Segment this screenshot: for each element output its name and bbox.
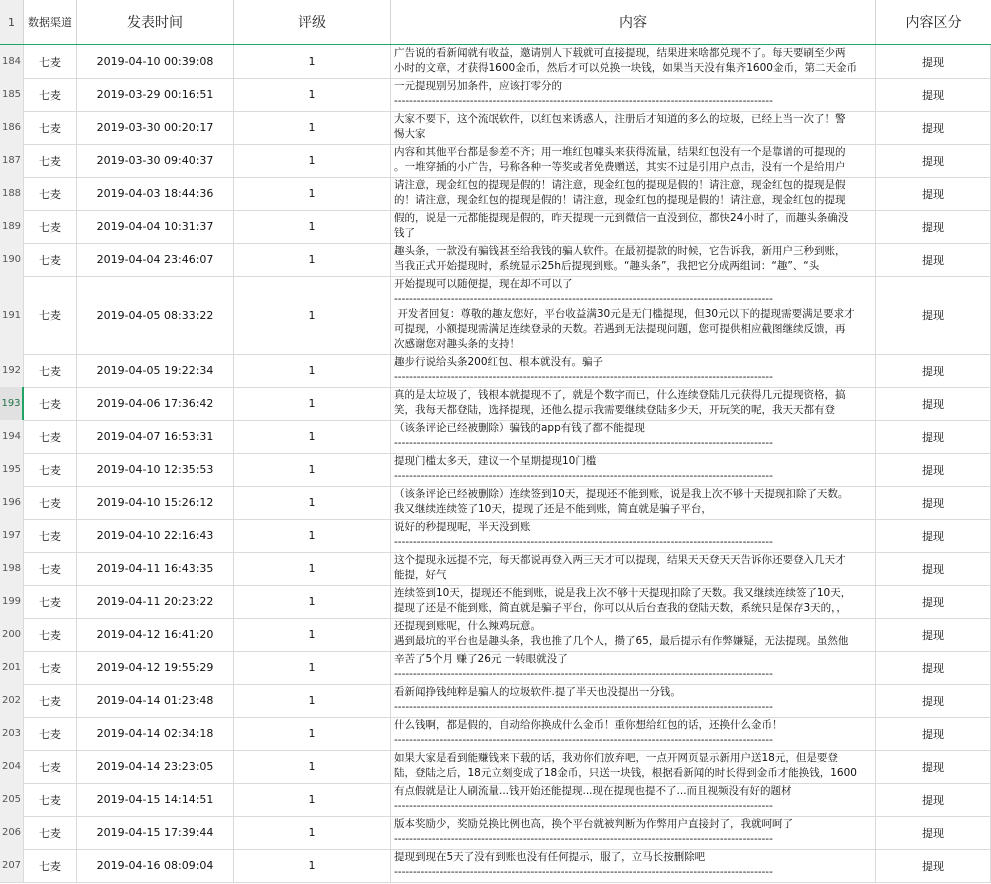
grade-cell[interactable]: 1: [234, 45, 391, 78]
channel-cell[interactable]: 七麦: [24, 78, 77, 111]
row-number-cell[interactable]: 195: [0, 453, 24, 486]
channel-cell[interactable]: 七麦: [24, 210, 77, 243]
type-cell[interactable]: 提现: [876, 519, 991, 552]
grade-cell[interactable]: 1: [234, 618, 391, 651]
content-cell[interactable]: 如果大家是看到能赚钱来下载的话，我劝你们放弃吧，一点开网页显示新用户送18元，但是要登 陆，登陆之后，18元立刻变成了18金币，只送一块钱，根据看新闻的时长得到金币才能换钱，1600: [391, 750, 876, 783]
table-row[interactable]: [0, 276, 991, 355]
channel-cell[interactable]: 七麦: [24, 519, 77, 552]
type-cell[interactable]: 提现: [876, 783, 991, 816]
table-row[interactable]: [0, 111, 991, 145]
header-grade[interactable]: 评级: [234, 0, 391, 44]
grade-cell[interactable]: 1: [234, 651, 391, 684]
content-cell[interactable]: 提现到现在5天了没有到账也没有任何提示，服了，立马长按删除吧 ----------------------------------------------------------------------------------------------------: [391, 849, 876, 882]
channel-cell[interactable]: 七麦: [24, 717, 77, 750]
time-cell[interactable]: 2019-04-10 12:35:53: [77, 453, 234, 486]
grade-cell[interactable]: 1: [234, 243, 391, 276]
row-number-cell[interactable]: 185: [0, 78, 24, 111]
header-content[interactable]: 内容: [391, 0, 876, 44]
content-cell[interactable]: 假的，说是一元都能提现是假的，昨天提现一元到微信一直没到位，都快24小时了，而趣头条确没 钱了: [391, 210, 876, 243]
grade-cell[interactable]: 1: [234, 78, 391, 111]
type-cell[interactable]: 提现: [876, 354, 991, 387]
row-number-cell[interactable]: 199: [0, 585, 24, 618]
table-row[interactable]: [0, 585, 991, 619]
channel-cell[interactable]: 七麦: [24, 585, 77, 618]
type-cell[interactable]: 提现: [876, 111, 991, 144]
table-row[interactable]: [0, 486, 991, 520]
table-row[interactable]: [0, 717, 991, 751]
table-row[interactable]: [0, 849, 991, 883]
grade-cell[interactable]: 1: [234, 684, 391, 717]
channel-cell[interactable]: 七麦: [24, 750, 77, 783]
table-row[interactable]: [0, 45, 991, 79]
content-cell[interactable]: 辛苦了5个月 赚了26元 一转眼就没了 ----------------------------------------------------------------------------------------------------: [391, 651, 876, 684]
content-cell[interactable]: 内容和其他平台都是参差不齐；用一堆红包噱头来获得流量，结果红包没有一个是靠谱的可提现的 。一堆穿插的小广告，号称各种一等奖或者免费赠送，其实不过是引用户点击，没有一个是给用户: [391, 144, 876, 177]
time-cell[interactable]: 2019-04-12 19:55:29: [77, 651, 234, 684]
type-cell[interactable]: 提现: [876, 486, 991, 519]
channel-cell[interactable]: 七麦: [24, 684, 77, 717]
table-row[interactable]: [0, 453, 991, 487]
type-cell[interactable]: 提现: [876, 387, 991, 420]
type-cell[interactable]: 提现: [876, 849, 991, 882]
type-cell[interactable]: 提现: [876, 420, 991, 453]
channel-cell[interactable]: 七麦: [24, 276, 77, 354]
type-cell[interactable]: 提现: [876, 453, 991, 486]
type-cell[interactable]: 提现: [876, 276, 991, 354]
row-number-cell[interactable]: 207: [0, 849, 24, 882]
type-cell[interactable]: 提现: [876, 177, 991, 210]
row-number-cell[interactable]: 205: [0, 783, 24, 816]
table-row[interactable]: [0, 651, 991, 685]
row-number-cell[interactable]: 204: [0, 750, 24, 783]
channel-cell[interactable]: 七麦: [24, 486, 77, 519]
content-cell[interactable]: 趣头条，一款没有骗钱甚至给我钱的骗人软件。在最初提款的时候，它告诉我，新用户三秒到账， 当我正式开始提现时，系统显示25h后提现到账。“趣头条”，我把它分成两组词：“趣”、“头: [391, 243, 876, 276]
row-number-cell[interactable]: 202: [0, 684, 24, 717]
channel-cell[interactable]: 七麦: [24, 816, 77, 849]
time-cell[interactable]: 2019-04-05 19:22:34: [77, 354, 234, 387]
time-cell[interactable]: 2019-04-05 08:33:22: [77, 276, 234, 354]
channel-cell[interactable]: 七麦: [24, 111, 77, 144]
time-cell[interactable]: 2019-04-16 08:09:04: [77, 849, 234, 882]
grade-cell[interactable]: 1: [234, 585, 391, 618]
time-cell[interactable]: 2019-04-15 14:14:51: [77, 783, 234, 816]
type-cell[interactable]: 提现: [876, 144, 991, 177]
time-cell[interactable]: 2019-04-03 18:44:36: [77, 177, 234, 210]
row-number-cell[interactable]: 197: [0, 519, 24, 552]
table-row[interactable]: [0, 210, 991, 244]
time-cell[interactable]: 2019-04-12 16:41:20: [77, 618, 234, 651]
channel-cell[interactable]: 七麦: [24, 783, 77, 816]
grade-cell[interactable]: 1: [234, 552, 391, 585]
row-number-cell[interactable]: 187: [0, 144, 24, 177]
table-row[interactable]: [0, 420, 991, 454]
content-cell[interactable]: （该条评论已经被删除）连续签到10天，提现还不能到账，说是我上次不够十天提现扣除了天数。 我又继续连续签了10天，提现了还是不能到账，简直就是骗子平台，: [391, 486, 876, 519]
content-cell[interactable]: 提现门槛太多天，建议一个星期提现10门槛 ----------------------------------------------------------------------------------------------------: [391, 453, 876, 486]
row-number-cell[interactable]: 201: [0, 651, 24, 684]
content-cell[interactable]: 大家不要下，这个流氓软件，以红包来诱惑人，注册后才知道的多么的垃圾，已经上当一次了！警 惕大家: [391, 111, 876, 144]
row-number-cell[interactable]: 193: [0, 387, 24, 420]
row-number-cell[interactable]: 186: [0, 111, 24, 144]
time-cell[interactable]: 2019-03-29 00:16:51: [77, 78, 234, 111]
grade-cell[interactable]: 1: [234, 486, 391, 519]
type-cell[interactable]: 提现: [876, 78, 991, 111]
type-cell[interactable]: 提现: [876, 651, 991, 684]
channel-cell[interactable]: 七麦: [24, 420, 77, 453]
row-number-cell[interactable]: 184: [0, 45, 24, 78]
table-row[interactable]: [0, 816, 991, 850]
type-cell[interactable]: 提现: [876, 552, 991, 585]
grade-cell[interactable]: 1: [234, 849, 391, 882]
time-cell[interactable]: 2019-04-06 17:36:42: [77, 387, 234, 420]
type-cell[interactable]: 提现: [876, 684, 991, 717]
row-number-cell[interactable]: 196: [0, 486, 24, 519]
grade-cell[interactable]: 1: [234, 144, 391, 177]
header-channel[interactable]: 数据渠道: [24, 0, 77, 44]
table-row[interactable]: [0, 243, 991, 277]
row-number-cell[interactable]: 206: [0, 816, 24, 849]
row-number-cell[interactable]: 198: [0, 552, 24, 585]
content-cell[interactable]: 这个提现永远提不完，每天都说再登入两三天才可以提现，结果天天登天天告诉你还要登入几天才 能提，好气: [391, 552, 876, 585]
type-cell[interactable]: 提现: [876, 585, 991, 618]
type-cell[interactable]: 提现: [876, 816, 991, 849]
row-number-cell[interactable]: 191: [0, 276, 24, 354]
table-row[interactable]: [0, 354, 991, 388]
row-number-cell[interactable]: 190: [0, 243, 24, 276]
time-cell[interactable]: 2019-04-10 22:16:43: [77, 519, 234, 552]
table-row[interactable]: [0, 684, 991, 718]
channel-cell[interactable]: 七麦: [24, 45, 77, 78]
grade-cell[interactable]: 1: [234, 717, 391, 750]
time-cell[interactable]: 2019-04-10 00:39:08: [77, 45, 234, 78]
channel-cell[interactable]: 七麦: [24, 177, 77, 210]
content-cell[interactable]: 真的是太垃圾了，钱根本就提现不了，就是个数字而已，什么连续登陆几元获得几元提现资格，搞 笑，我每天都登陆，选择提现，还他么提示我需要继续登陆多少天，开玩笑的呢，我天天都有登: [391, 387, 876, 420]
time-cell[interactable]: 2019-04-04 10:31:37: [77, 210, 234, 243]
content-cell[interactable]: 版本奖励少，奖励兑换比例也高，换个平台就被判断为作弊用户直接封了，我就呵呵了 ----------------------------------------------------------------------------------------------------: [391, 816, 876, 849]
grade-cell[interactable]: 1: [234, 111, 391, 144]
row-number-cell[interactable]: 189: [0, 210, 24, 243]
time-cell[interactable]: 2019-04-14 02:34:18: [77, 717, 234, 750]
time-cell[interactable]: 2019-03-30 00:20:17: [77, 111, 234, 144]
channel-cell[interactable]: 七麦: [24, 387, 77, 420]
type-cell[interactable]: 提现: [876, 750, 991, 783]
content-cell[interactable]: 请注意，现金红包的提现是假的！请注意，现金红包的提现是假的！请注意，现金红包的提现是假 的！请注意，现金红包的提现是假的！请注意，现金红包的提现是假的！请注意，现金红包的提现: [391, 177, 876, 210]
content-cell[interactable]: 说好的秒提现呢，半天没到账 ----------------------------------------------------------------------------------------------------: [391, 519, 876, 552]
table-row[interactable]: [0, 783, 991, 817]
channel-cell[interactable]: 七麦: [24, 552, 77, 585]
table-row[interactable]: [0, 618, 991, 652]
time-cell[interactable]: 2019-04-10 15:26:12: [77, 486, 234, 519]
grade-cell[interactable]: 1: [234, 177, 391, 210]
grade-cell[interactable]: 1: [234, 783, 391, 816]
grade-cell[interactable]: 1: [234, 519, 391, 552]
content-cell[interactable]: 看新闻挣钱纯粹是骗人的垃圾软件.提了半天也没提出一分钱。 ----------------------------------------------------------------------------------------------------: [391, 684, 876, 717]
grade-cell[interactable]: 1: [234, 276, 391, 354]
channel-cell[interactable]: 七麦: [24, 453, 77, 486]
type-cell[interactable]: 提现: [876, 210, 991, 243]
table-row[interactable]: [0, 177, 991, 211]
time-cell[interactable]: 2019-04-11 20:23:22: [77, 585, 234, 618]
row-number-cell[interactable]: 194: [0, 420, 24, 453]
type-cell[interactable]: 提现: [876, 717, 991, 750]
content-cell[interactable]: 开始提现可以随便提，现在却不可以了 ---------------------------------------------------------------------------------------------------- 开发者回复：尊敬的趣友您好，平台收益满30元是无门槛提现，但30元以下的提现需要满足要求才 可提现，小额提现需满足连续登录的天数。若遇到无法提现问题，您可提供相应截图继续反馈，再 次感谢您对趣头条的支持！: [391, 276, 876, 354]
time-cell[interactable]: 2019-04-14 23:23:05: [77, 750, 234, 783]
grade-cell[interactable]: 1: [234, 816, 391, 849]
grade-cell[interactable]: 1: [234, 210, 391, 243]
time-cell[interactable]: 2019-04-14 01:23:48: [77, 684, 234, 717]
header-row: [0, 0, 991, 45]
table-row[interactable]: [0, 78, 991, 112]
time-cell[interactable]: 2019-04-11 16:43:35: [77, 552, 234, 585]
grade-cell[interactable]: 1: [234, 387, 391, 420]
type-cell[interactable]: 提现: [876, 618, 991, 651]
grade-cell[interactable]: 1: [234, 354, 391, 387]
time-cell[interactable]: 2019-04-15 17:39:44: [77, 816, 234, 849]
channel-cell[interactable]: 七麦: [24, 849, 77, 882]
table-row[interactable]: [0, 552, 991, 586]
channel-cell[interactable]: 七麦: [24, 144, 77, 177]
content-cell[interactable]: 连续签到10天，提现还不能到账，说是我上次不够十天提现扣除了天数。我又继续连续签了10天， 提现了还是不能到账，简直就是骗子平台，你可以从后台查我的登陆天数，系统只是保存3天的，，: [391, 585, 876, 618]
content-cell[interactable]: 有点假就是让人刷流量...钱开始还能提现...现在提现也提不了...而且视频没有好的题材 ----------------------------------------------------------------------------------------------------: [391, 783, 876, 816]
grade-cell[interactable]: 1: [234, 420, 391, 453]
table-row[interactable]: [0, 387, 991, 421]
type-cell[interactable]: 提现: [876, 45, 991, 78]
time-cell[interactable]: 2019-03-30 09:40:37: [77, 144, 234, 177]
table-row[interactable]: [0, 750, 991, 784]
type-cell[interactable]: 提现: [876, 243, 991, 276]
content-cell[interactable]: （该条评论已经被删除）骗钱的app有钱了都不能提现 ----------------------------------------------------------------------------------------------------: [391, 420, 876, 453]
row-number-cell[interactable]: 188: [0, 177, 24, 210]
table-row[interactable]: [0, 144, 991, 178]
channel-cell[interactable]: 七麦: [24, 618, 77, 651]
row-number-cell[interactable]: 192: [0, 354, 24, 387]
content-cell[interactable]: 广告说的看新闻就有收益，邀请别人下载就可直接提现，结果进来啥都兑现不了。每天要刷至少两 小时的文章，才获得1600金币，然后才可以兑换一块钱，如果当天没有集齐1600金币，第二天金币: [391, 45, 876, 78]
time-cell[interactable]: 2019-04-07 16:53:31: [77, 420, 234, 453]
grade-cell[interactable]: 1: [234, 750, 391, 783]
header-time[interactable]: 发表时间: [77, 0, 234, 44]
table-row[interactable]: [0, 519, 991, 553]
content-cell[interactable]: 还提现到账呢，什么辣鸡玩意。 遇到最坑的平台也是趣头条，我也推了几个人，攒了65，最后提示有作弊嫌疑，无法提现。虽然他: [391, 618, 876, 651]
content-cell[interactable]: 一元提现别另加条件，应该打零分的 ----------------------------------------------------------------------------------------------------: [391, 78, 876, 111]
header-type[interactable]: 内容区分: [905, 15, 962, 31]
content-cell[interactable]: 什么钱啊，都是假的，自动给你换成什么金币！重你想给红包的话，还换什么金币！ ----------------------------------------------------------------------------------------------------: [391, 717, 876, 750]
row-number-cell[interactable]: 200: [0, 618, 24, 651]
grade-cell[interactable]: 1: [234, 453, 391, 486]
channel-cell[interactable]: 七麦: [24, 243, 77, 276]
time-cell[interactable]: 2019-04-04 23:46:07: [77, 243, 234, 276]
header-row-number[interactable]: 1: [0, 0, 24, 44]
row-number-cell[interactable]: 203: [0, 717, 24, 750]
content-cell[interactable]: 趣步行说给头条200红包、根本就没有。骗子 ----------------------------------------------------------------------------------------------------: [391, 354, 876, 387]
channel-cell[interactable]: 七麦: [24, 651, 77, 684]
channel-cell[interactable]: 七麦: [24, 354, 77, 387]
